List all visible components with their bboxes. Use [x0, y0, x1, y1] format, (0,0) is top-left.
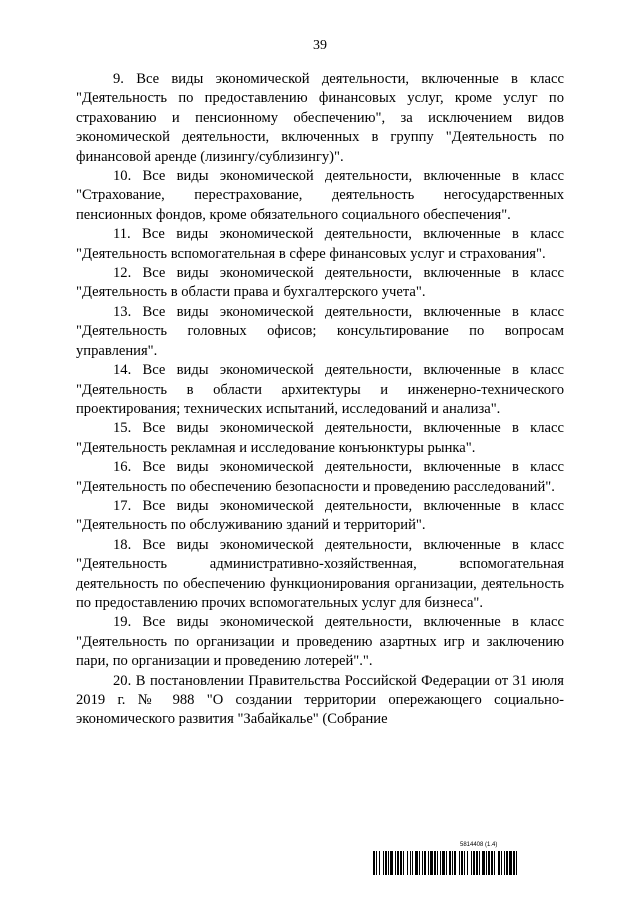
- paragraph-item-14: 14. Все виды экономической деятельности, включенные в класс "Деятельность в области архитектуры и инженерно-технического проектирования; технических испытаний, исследований и анализа".: [76, 362, 564, 417]
- page-number: 39: [313, 38, 327, 53]
- paragraph-item-10: 10. Все виды экономической деятельности, включенные в класс "Страхование, перестрахование, деятельность негосударственных пенсионных фондов, кроме обязательного социального обеспечения".: [76, 168, 564, 223]
- paragraph-item-18: 18. Все виды экономической деятельности, включенные в класс "Деятельность административно-хозяйственная, вспомогательная деятельность по обеспечению функционирования организации, деятельность по предоставлению прочих вспомогательных услуг для бизнеса".: [76, 536, 564, 611]
- document-code: 5814408 (1.4): [460, 842, 498, 848]
- paragraph-item-13: 13. Все виды экономической деятельности, включенные в класс "Деятельность головных офисов; консультирование по вопросам управления".: [76, 303, 564, 359]
- paragraph-item-12: 12. Все виды экономической деятельности, включенные в класс "Деятельность в области права и бухгалтерского учета".: [76, 265, 564, 301]
- paragraph-item-19: 19. Все виды экономической деятельности, включенные в класс "Деятельность по организации и проведению азартных игр и заключению пари, по организации и проведению лотерей".".: [76, 614, 564, 670]
- barcode-image: [373, 851, 563, 875]
- paragraph-item-15: 15. Все виды экономической деятельности, включенные в класс "Деятельность рекламная и исследование конъюнктуры рынка".: [76, 420, 564, 456]
- paragraph-item-20: 20. В постановлении Правительства Российской Федерации от 31 июля 2019 г. № 988 "О создании территории опережающего социально-экономического развития "Забайкалье" (Собрание: [76, 672, 564, 728]
- paragraph-item-9: 9. Все виды экономической деятельности, включенные в класс "Деятельность по предоставлению финансовых услуг, кроме услуг по страхованию и пенсионному обеспечению", за исключением видов экономической деятельности, включенных в группу "Деятельность по финансовой аренде (лизингу/сублизингу)".: [76, 71, 564, 165]
- paragraph-item-17: 17. Все виды экономической деятельности, включенные в класс "Деятельность по обслуживанию зданий и территорий".: [76, 497, 564, 534]
- paragraph-item-16: 16. Все виды экономической деятельности, включенные в класс "Деятельность по обеспечению безопасности и проведению расследований".: [76, 459, 564, 495]
- document-body: [76, 70, 564, 730]
- paragraph-item-11: 11. Все виды экономической деятельности, включенные в класс "Деятельность вспомогательная в сфере финансовых услуг и страхования".: [76, 226, 564, 262]
